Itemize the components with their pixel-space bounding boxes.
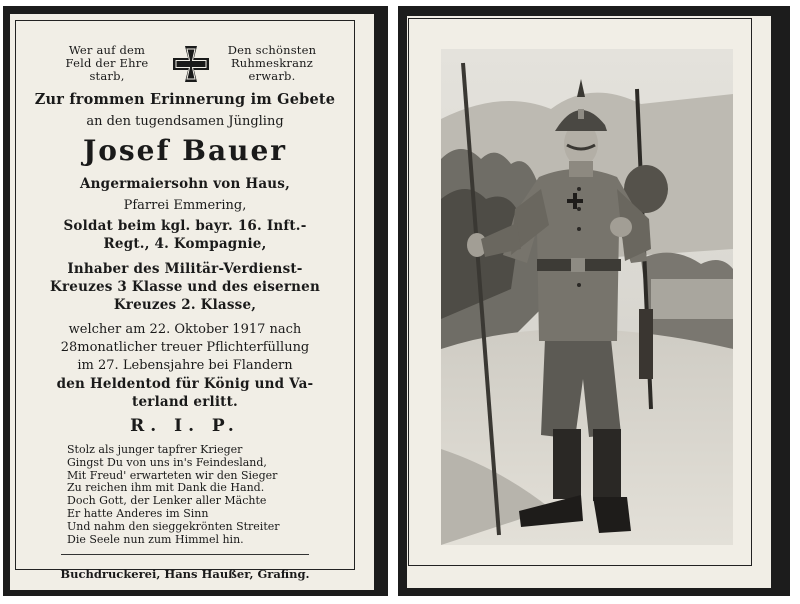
top-verse-right (212, 44, 332, 83)
poem-line: Die Seele nun zum Himmel hin. (67, 532, 244, 546)
poem-line: Gingst Du von uns in's Feindesland, (67, 455, 267, 469)
top-verse-left-line: Feld der Ehre (65, 56, 149, 70)
poem-line: Stolz als junger tapfrer Krieger (67, 443, 243, 456)
memorial-card-photo-page (398, 6, 790, 596)
top-verse-left-line: starb, (89, 69, 125, 83)
honors-line: Kreuzes 3 Klasse und des eisernen (50, 279, 320, 295)
rip-line: R. I. P. (130, 416, 240, 436)
top-verse-left (47, 44, 167, 83)
iron-cross-icon (171, 44, 211, 84)
honors-line: Kreuzes 2. Klasse, (113, 297, 257, 313)
intro-line: an den tugendsamen Jüngling (86, 114, 284, 129)
unit-line: Regt., 4. Kompagnie, (103, 236, 267, 252)
soldier-portrait-image (441, 49, 733, 545)
death-line: 28monatlicher treuer Pflichterfüllung (60, 340, 310, 355)
footer-divider (61, 554, 309, 555)
memorial-poem (67, 444, 280, 546)
death-line: im 27. Lebensjahre bei Flandern (77, 358, 293, 373)
poem-line: Mit Freud' erwarteten wir den Sieger (67, 468, 278, 482)
poem-line: Er hatte Anderes im Sinn (67, 506, 209, 520)
deceased-name: Josef Bauer (82, 134, 288, 167)
honors-line: Inhaber des Militär-Verdienst- (67, 261, 303, 277)
top-verse-right-line: Den schönsten (227, 43, 317, 57)
poem-line: Doch Gott, der Lenker aller Mächte (67, 494, 267, 508)
parish-line: Pfarrei Emmering, (123, 198, 247, 213)
memorial-card-text-page (3, 6, 388, 596)
poem-line: Und nahm den sieggekrönten Streiter (67, 519, 280, 533)
top-verse-right-line: erwarb. (248, 69, 296, 83)
top-verse-right-line: Ruhmeskranz (230, 56, 314, 70)
death-line: welcher am 22. Oktober 1917 nach (68, 322, 302, 337)
origin-line: Angermaiersohn von Haus, (79, 176, 290, 192)
poem-line: Zu reichen ihm mit Dank die Hand. (67, 481, 265, 495)
death-line: den Heldentod für König und Va- (56, 376, 314, 392)
top-verse-left-line: Wer auf dem (68, 43, 146, 57)
death-line: terland erlitt. (132, 394, 238, 410)
printer-credit: Buchdruckerei, Hans Haußer, Grafing. (60, 567, 310, 581)
unit-line: Soldat beim kgl. bayr. 16. Inft.- (63, 218, 307, 234)
soldier-portrait-photo (441, 49, 733, 545)
memorial-heading: Zur frommen Erinnerung im Gebete (34, 91, 336, 108)
